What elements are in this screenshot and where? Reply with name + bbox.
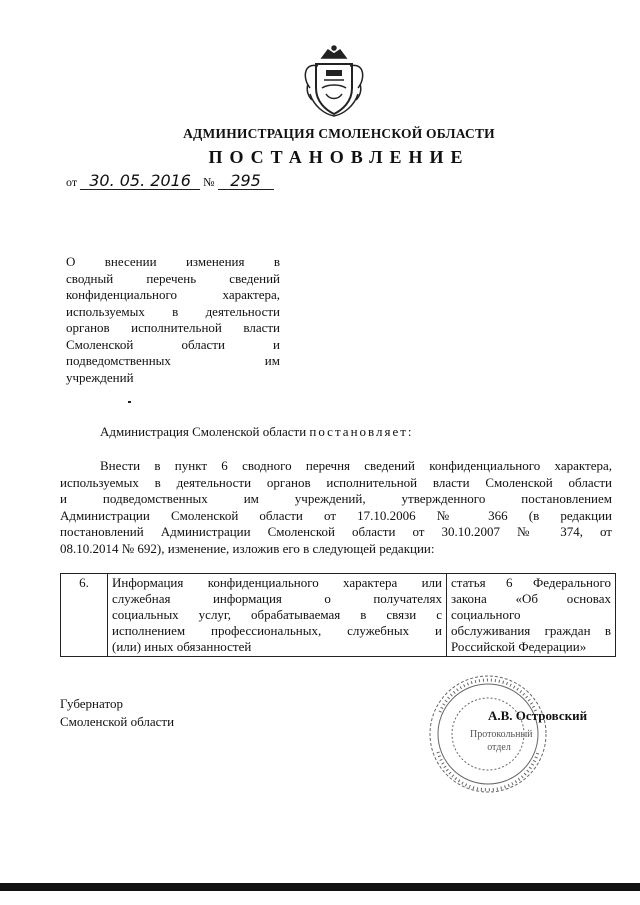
document-date: 30. 05. 2016 bbox=[80, 173, 200, 190]
body-line: постановлений Администрации Смоленской области от 30.10.2007 № 374, от bbox=[60, 524, 612, 539]
subject-line: конфиденциального характера, bbox=[66, 287, 280, 302]
stamp-text-line: Протокольный bbox=[470, 729, 533, 740]
date-prefix-label: от bbox=[66, 175, 78, 189]
row-number-cell: 6. bbox=[61, 574, 108, 657]
body-line: Администрации Смоленской области от 17.10.2006 № 366 (в редакции bbox=[60, 507, 612, 523]
subject-line: органов исполнительной власти bbox=[66, 320, 280, 335]
stamp-text-line: отдел bbox=[487, 742, 511, 753]
description-cell bbox=[108, 574, 447, 657]
signatory-title-line: Губернатор bbox=[60, 696, 123, 711]
decree-body bbox=[60, 458, 612, 557]
document-subject bbox=[66, 254, 280, 386]
body-line: используемых в деятельности органов исполнительной власти Смоленской области bbox=[60, 474, 612, 490]
signatory-title-line: Смоленской области bbox=[60, 714, 175, 729]
stamp-text bbox=[470, 728, 533, 754]
subject-line: подведомственных им bbox=[66, 353, 280, 368]
description-line: Информация конфиденциального характера или bbox=[112, 575, 442, 590]
subject-line: О внесении изменения в bbox=[66, 254, 280, 269]
signatory-name: А.В. Островский bbox=[488, 708, 588, 723]
legal-basis-cell bbox=[447, 574, 616, 657]
lead-decree-word: постановляет: bbox=[309, 424, 414, 439]
basis-line: закона «Об основах bbox=[451, 591, 611, 606]
subject-line: используемых в деятельности bbox=[66, 303, 280, 319]
table-row bbox=[61, 574, 616, 657]
body-line: Внести в пункт 6 сводного перечня сведений конфиденциального характера, bbox=[100, 458, 612, 473]
basis-line: статья 6 Федерального bbox=[451, 575, 611, 590]
description-line: социальных услуг, обрабатываемая в связи с bbox=[112, 607, 442, 622]
signatory-title bbox=[60, 695, 174, 731]
subject-line: учреждений bbox=[66, 369, 134, 385]
basis-line: Российской Федерации» bbox=[451, 639, 587, 654]
subject-line: Смоленской области и bbox=[66, 336, 280, 352]
coat-of-arms-emblem bbox=[296, 44, 372, 120]
amendment-table bbox=[60, 573, 616, 657]
body-line: 08.10.2014 № 692), изменение, изложив его в следующей редакции: bbox=[60, 540, 435, 556]
lead-prefix: Администрация Смоленской области bbox=[100, 424, 307, 439]
organization-name: АДМИНИСТРАЦИЯ СМОЛЕНСКОЙ ОБЛАСТИ bbox=[183, 126, 495, 141]
subject-line: сводный перечень сведений bbox=[66, 270, 280, 286]
number-label: № bbox=[203, 175, 215, 189]
basis-line: социального bbox=[451, 607, 521, 622]
document-type-title: ПОСТАНОВЛЕНИЕ bbox=[208, 147, 470, 167]
description-line: исполнением профессиональных, служебных и bbox=[112, 623, 442, 638]
scan-speck bbox=[128, 401, 131, 403]
decree-lead bbox=[100, 424, 414, 440]
basis-line: обслуживания граждан в bbox=[451, 623, 611, 638]
description-line: (или) иных обязанностей bbox=[112, 639, 252, 654]
body-line: и подведомственных им учреждений, утвержденного постановлением bbox=[60, 491, 612, 506]
description-line: служебная информация о получателях bbox=[112, 591, 442, 606]
scan-bottom-edge-bar bbox=[0, 883, 640, 891]
date-number-line bbox=[66, 173, 274, 190]
document-number: 295 bbox=[218, 173, 274, 190]
